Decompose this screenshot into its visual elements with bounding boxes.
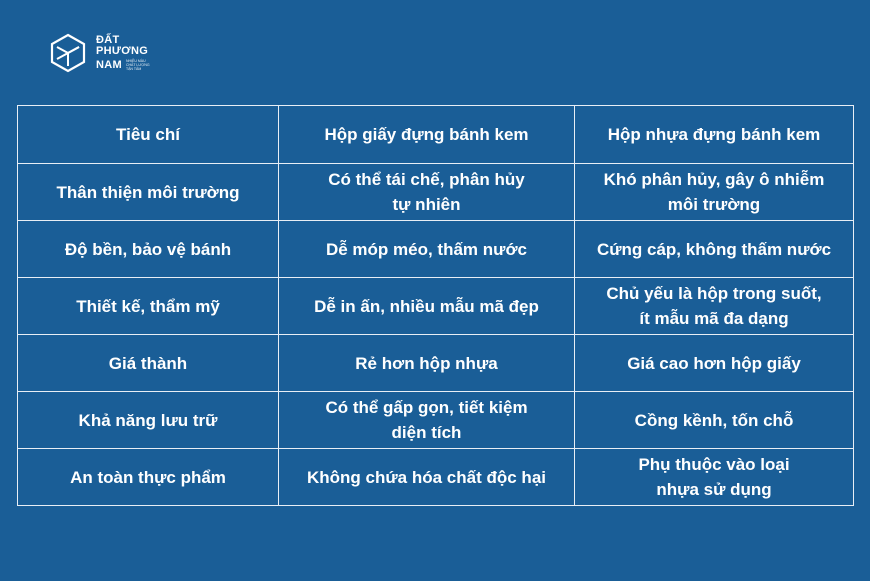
brand-tagline bbox=[126, 59, 150, 71]
row-paper: Rẻ hơn hộp nhựa bbox=[279, 335, 575, 392]
comparison-table bbox=[17, 105, 854, 506]
row-paper: Dễ móp méo, thấm nước bbox=[279, 221, 575, 278]
brand-tagline-1: NHIỀU MÀU bbox=[125, 59, 146, 63]
header-criterion: Tiêu chí bbox=[18, 106, 279, 164]
row-criterion: Thân thiện môi trường bbox=[18, 164, 279, 221]
brand-tagline-3: TẬN TÂM bbox=[125, 67, 142, 71]
row-paper: Không chứa hóa chất độc hại bbox=[279, 449, 575, 506]
brand-wordmark bbox=[96, 35, 150, 71]
row-paper: Có thể gấp gọn, tiết kiệm diện tích bbox=[279, 392, 575, 449]
brand-mark-icon bbox=[48, 33, 88, 73]
row-criterion: An toàn thực phẩm bbox=[18, 449, 279, 506]
brand-name-line2a: PHƯƠNG bbox=[96, 45, 149, 57]
table-row bbox=[18, 221, 854, 278]
row-criterion: Khả năng lưu trữ bbox=[18, 392, 279, 449]
brand-tagline-2: CHẤT LƯỢNG bbox=[125, 63, 150, 67]
row-plastic: Cồng kềnh, tốn chỗ bbox=[575, 392, 854, 449]
table-header-row bbox=[18, 106, 854, 164]
header-plastic-box: Hộp nhựa đựng bánh kem bbox=[575, 106, 854, 164]
row-criterion: Giá thành bbox=[18, 335, 279, 392]
row-plastic: Giá cao hơn hộp giấy bbox=[575, 335, 854, 392]
table-row bbox=[18, 164, 854, 221]
row-paper: Có thể tái chế, phân hủy tự nhiên bbox=[279, 164, 575, 221]
row-criterion: Độ bền, bảo vệ bánh bbox=[18, 221, 279, 278]
row-plastic: Chủ yếu là hộp trong suốt, ít mẫu mã đa dạng bbox=[575, 278, 854, 335]
row-plastic: Khó phân hủy, gây ô nhiễm môi trường bbox=[575, 164, 854, 221]
row-plastic: Phụ thuộc vào loại nhựa sử dụng bbox=[575, 449, 854, 506]
brand-name-line2b: NAM bbox=[96, 59, 122, 71]
table-row bbox=[18, 335, 854, 392]
table-row bbox=[18, 449, 854, 506]
header-paper-box: Hộp giấy đựng bánh kem bbox=[279, 106, 575, 164]
table-row bbox=[18, 392, 854, 449]
table-row bbox=[18, 278, 854, 335]
row-criterion: Thiết kế, thẩm mỹ bbox=[18, 278, 279, 335]
row-paper: Dễ in ấn, nhiều mẫu mã đẹp bbox=[279, 278, 575, 335]
brand-name-line1: ĐẤT bbox=[96, 34, 120, 46]
brand-logo bbox=[48, 33, 150, 73]
row-plastic: Cứng cáp, không thấm nước bbox=[575, 221, 854, 278]
